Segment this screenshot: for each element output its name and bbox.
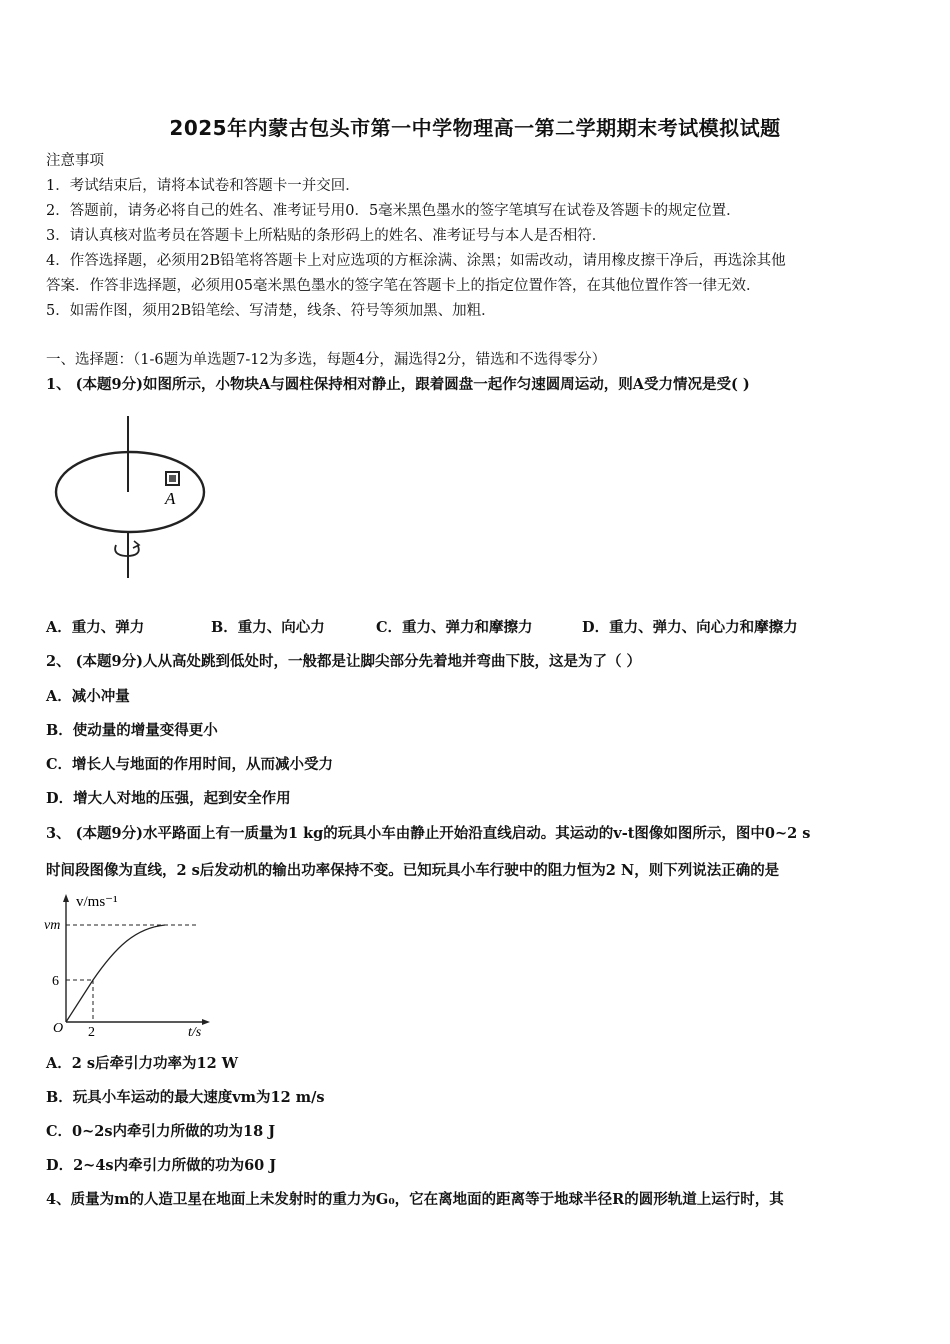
section-heading: 一、选择题：（1-6题为单选题7-12为多选，每题4分，漏选得2分，错选和不选得零分）: [46, 352, 607, 368]
q2-option-a[interactable]: A．减小冲量: [46, 688, 130, 705]
block-a-icon: [166, 472, 179, 485]
note-item: 1．考试结束后，请将本试卷和答题卡一并交回．: [46, 178, 360, 194]
y-axis-label: v/ms⁻¹: [76, 894, 118, 910]
q3-option-d[interactable]: D．2~4s内牵引力所做的功为60 J: [46, 1157, 277, 1174]
q3-option-a[interactable]: A．2 s后牵引力功率为12 W: [46, 1055, 239, 1072]
q2-option-b[interactable]: B．使动量的增量变得更小: [46, 722, 218, 739]
question-1-figure: [50, 412, 220, 584]
q3-option-c[interactable]: C．0~2s内牵引力所做的功为18 J: [46, 1123, 276, 1140]
x-axis-label: t/s: [188, 1025, 202, 1040]
note-item: 5．如需作图，须用2B铅笔绘、写清楚，线条、符号等须加黑、加粗．: [46, 303, 496, 319]
y-tick-6: 6: [52, 974, 59, 989]
vm-label: vm: [44, 918, 61, 933]
question-3-stem-line1: 3、 (本题9分)水平路面上有一质量为1 kg的玩具小车由静止开始沿直线启动。其运动的v-t图像如图所示，图中0~2 s: [46, 825, 811, 842]
question-3-vt-graph: [40, 888, 220, 1040]
q1-option-d[interactable]: D．重力、弹力、向心力和摩擦力: [582, 619, 798, 636]
page-title: 2025年内蒙古包头市第一中学物理高一第二学期期末考试模拟试题: [169, 116, 781, 140]
q1-option-c[interactable]: C．重力、弹力和摩擦力: [376, 619, 533, 636]
x-tick-2: 2: [88, 1025, 95, 1040]
note-item: 2．答题前，请务必将自己的姓名、准考证号用0．5毫米黑色墨水的签字笔填写在试卷及答题卡的规定位置．: [46, 203, 741, 219]
question-2-stem: 2、 (本题9分)人从高处跳到低处时，一般都是让脚尖部分先着地并弯曲下肢，这是为了（ ）: [46, 653, 641, 670]
note-item: 3．请认真核对监考员在答题卡上所粘贴的条形码上的姓名、准考证号与本人是否相符．: [46, 228, 607, 244]
note-item: 答案．作答非选择题，必须用05毫米黑色墨水的签字笔在答题卡上的指定位置作答，在其他位置作答一律无效．: [46, 278, 761, 294]
question-1-stem: 1、 (本题9分)如图所示，小物块A与圆柱保持相对静止，跟着圆盘一起作匀速圆周运动，则A受力情况是受( ): [46, 376, 750, 393]
q2-option-c[interactable]: C．增长人与地面的作用时间，从而减小受力: [46, 756, 334, 773]
q1-option-b[interactable]: B．重力、向心力: [211, 619, 325, 636]
question-3-stem-line2: 时间段图像为直线，2 s后发动机的输出功率保持不变。已知玩具小车行驶中的阻力恒为2 N，则下列说法正确的是: [46, 862, 780, 879]
block-a-label: A: [165, 489, 176, 508]
q2-option-d[interactable]: D．增大人对地的压强，起到安全作用: [46, 790, 291, 807]
q3-option-b[interactable]: B．玩具小车运动的最大速度vm为12 m/s: [46, 1089, 325, 1106]
origin-label: O: [53, 1021, 64, 1036]
notes-heading: 注意事项: [46, 153, 104, 169]
note-item: 4．作答选择题，必须用2B铅笔将答题卡上对应选项的方框涂满、涂黑；如需改动，请用橡皮擦干净后，再选涂其他: [46, 253, 786, 269]
question-4-stem: 4、质量为m的人造卫星在地面上未发射时的重力为G₀，它在离地面的距离等于地球半径R的圆形轨道上运行时，其: [46, 1191, 784, 1208]
q1-option-a[interactable]: A．重力、弹力: [46, 619, 145, 636]
